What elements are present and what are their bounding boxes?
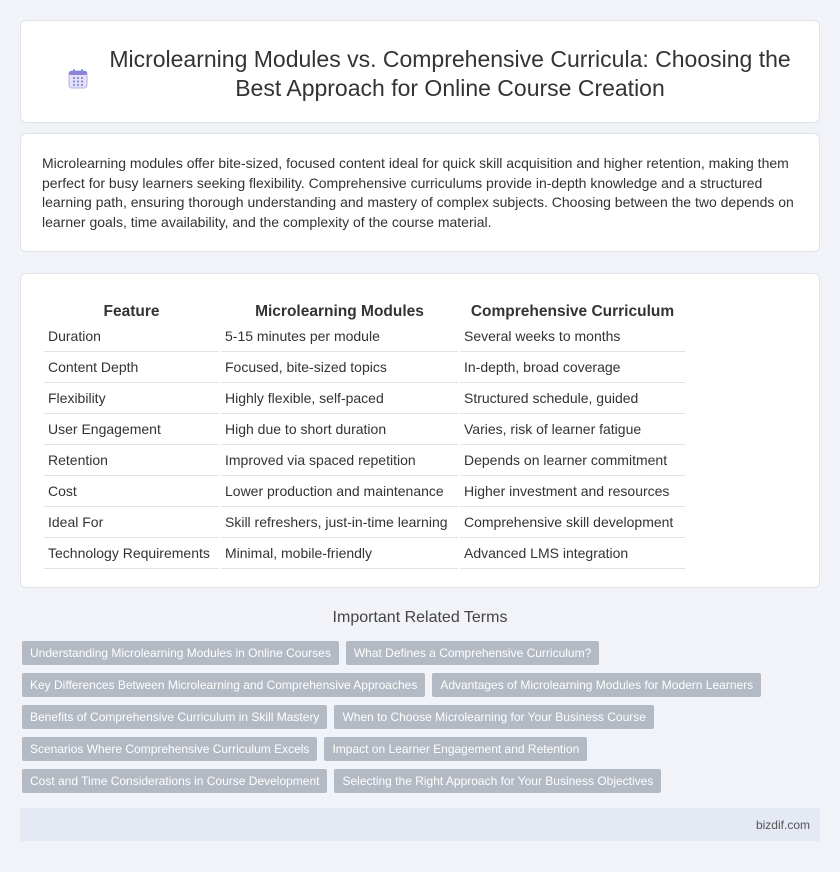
- comparison-card: [20, 273, 820, 588]
- table-cell: Minimal, mobile-friendly: [221, 538, 458, 569]
- table-row: [44, 383, 685, 414]
- table-cell: Skill refreshers, just-in-time learning: [221, 507, 458, 538]
- table-cell: Higher investment and resources: [460, 476, 685, 507]
- related-term-link[interactable]: When to Choose Microlearning for Your Business Course: [334, 705, 654, 729]
- footer: [20, 808, 820, 841]
- calendar-grid-icon: [67, 68, 89, 90]
- table-cell: Structured schedule, guided: [460, 383, 685, 414]
- table-cell: High due to short duration: [221, 414, 458, 445]
- table-cell: Comprehensive skill development: [460, 507, 685, 538]
- table-cell: Duration: [44, 321, 219, 352]
- table-cell: Highly flexible, self-paced: [221, 383, 458, 414]
- related-terms-list: [22, 641, 802, 793]
- table-cell: 5-15 minutes per module: [221, 321, 458, 352]
- header-card: [20, 20, 820, 123]
- table-row: [44, 352, 685, 383]
- table-row: [44, 321, 685, 352]
- table-cell: Varies, risk of learner fatigue: [460, 414, 685, 445]
- related-term-link[interactable]: Impact on Learner Engagement and Retention: [324, 737, 587, 761]
- intro-card: [20, 133, 820, 252]
- table-cell: Ideal For: [44, 507, 219, 538]
- related-term-link[interactable]: Benefits of Comprehensive Curriculum in Skill Mastery: [22, 705, 327, 729]
- page-title: Microlearning Modules vs. Comprehensive Curricula: Choosing the Best Approach for Online Course Creation: [109, 46, 791, 101]
- related-terms-heading: Important Related Terms: [332, 609, 508, 626]
- table-row: [44, 414, 685, 445]
- table-cell: Improved via spaced repetition: [221, 445, 458, 476]
- table-cell: Advanced LMS integration: [460, 538, 685, 569]
- intro-paragraph: Microlearning modules offer bite-sized, focused content ideal for quick skill acquisition and higher retention, making them perfect for busy learners seeking flexibility. Comprehensive curriculums provide in-depth knowledge and a structured learning path, ensuring thorough understanding and mastery of complex subjects. Choosing between the two depends on learner goals, time availability, and the complexity of the course material.: [42, 155, 794, 230]
- related-term-link[interactable]: Key Differences Between Microlearning and Comprehensive Approaches: [22, 673, 425, 697]
- related-term-link[interactable]: Cost and Time Considerations in Course Development: [22, 769, 327, 793]
- comparison-table: [42, 296, 687, 569]
- column-header-comprehensive: Comprehensive Curriculum: [470, 303, 675, 320]
- related-term-link[interactable]: What Defines a Comprehensive Curriculum?: [346, 641, 599, 665]
- table-cell: Several weeks to months: [460, 321, 685, 352]
- table-header-row: [44, 296, 685, 321]
- table-row: [44, 507, 685, 538]
- related-term-link[interactable]: Advantages of Microlearning Modules for Modern Learners: [432, 673, 761, 697]
- table-cell: Content Depth: [44, 352, 219, 383]
- related-term-link[interactable]: Understanding Microlearning Modules in Online Courses: [22, 641, 339, 665]
- table-row: [44, 476, 685, 507]
- related-term-link[interactable]: Scenarios Where Comprehensive Curriculum Excels: [22, 737, 317, 761]
- table-row: [44, 538, 685, 569]
- column-header-microlearning: Microlearning Modules: [255, 303, 424, 320]
- column-header-feature: Feature: [103, 303, 160, 320]
- table-cell: User Engagement: [44, 414, 219, 445]
- table-cell: Focused, bite-sized topics: [221, 352, 458, 383]
- table-cell: Cost: [44, 476, 219, 507]
- table-cell: Depends on learner commitment: [460, 445, 685, 476]
- table-cell: Lower production and maintenance: [221, 476, 458, 507]
- table-cell: Flexibility: [44, 383, 219, 414]
- table-cell: Retention: [44, 445, 219, 476]
- table-cell: Technology Requirements: [44, 538, 219, 569]
- related-term-link[interactable]: Selecting the Right Approach for Your Business Objectives: [334, 769, 661, 793]
- footer-site-link[interactable]: bizdif.com: [755, 818, 810, 832]
- table-cell: In-depth, broad coverage: [460, 352, 685, 383]
- table-row: [44, 445, 685, 476]
